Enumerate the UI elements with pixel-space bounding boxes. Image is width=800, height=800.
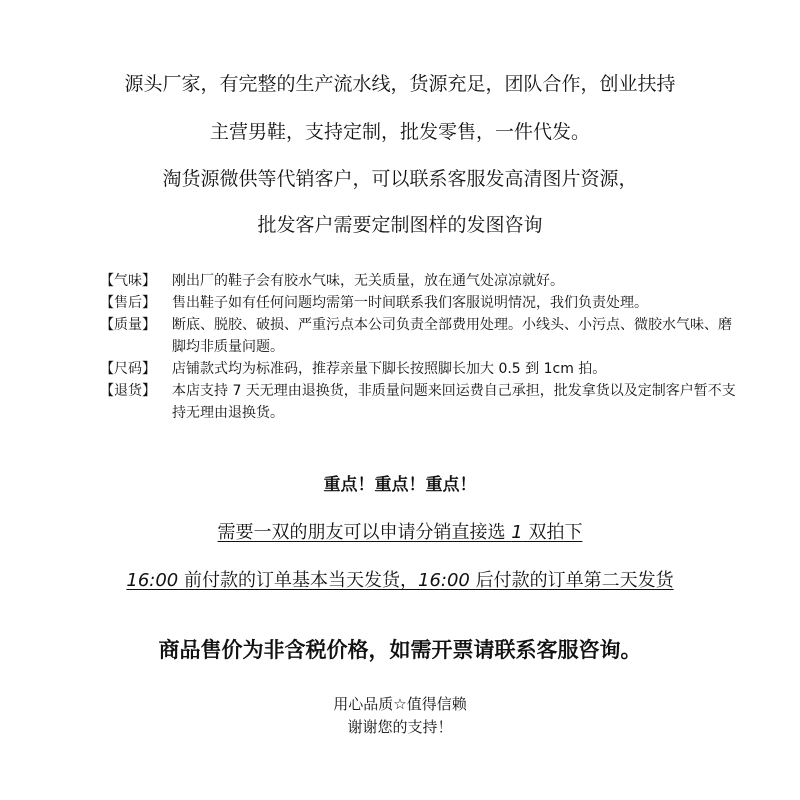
policy-tag: 【售后】: [100, 295, 156, 311]
shipping-notice: [0, 566, 800, 592]
distribution-number: 1: [511, 522, 523, 543]
policy-text: 售出鞋子如有任何问题均需第一时间联系我们客服说明情况，我们负责处理。: [172, 295, 648, 311]
policy-odor: [100, 270, 740, 292]
policy-tag: 【尺码】: [100, 361, 156, 377]
closing-slogan: 用心品质☆值得信赖: [333, 695, 467, 713]
policy-returns: [100, 380, 740, 424]
shipping-text-mid: 前付款的订单基本当天发货，: [178, 570, 418, 591]
policy-text: 断底、脱胶、破损、严重污点本公司负责全部费用处理。小线头、小污点、微胶水气味、磨脚均非质量问题。: [172, 317, 732, 355]
shipping-text-end: 后付款的订单第二天发货: [469, 570, 674, 591]
shipping-cutoff-time: 16:00: [126, 570, 179, 591]
policy-quality: [100, 314, 740, 358]
intro-line-1: 源头厂家，有完整的生产流水线，货源充足，团队合作，创业扶持: [124, 73, 676, 95]
policy-text: 店铺款式均为标准码，推荐亲量下脚长按照脚长加大 0.5 到 1cm 拍。: [172, 361, 607, 377]
policy-text: 本店支持 7 天无理由退换货，非质量问题来回运费自己承担，批发拿货以及定制客户暂不支持无理由退换货。: [172, 383, 736, 421]
policy-text: 刚出厂的鞋子会有胶水气味，无关质量，放在通气处凉凉就好。: [172, 273, 564, 289]
policy-list: [100, 270, 740, 424]
policy-tag: 【质量】: [100, 317, 156, 333]
emphasis-heading: 重点！重点！重点！: [323, 475, 477, 495]
distribution-prefix: 需要一双的朋友可以申请分销直接选: [217, 522, 512, 543]
distribution-notice: [0, 518, 800, 544]
policy-after-sales: [100, 292, 740, 314]
policy-size: [100, 358, 740, 380]
intro-line-3: 淘货源微供等代销客户，可以联系客服发高清图片资源，: [162, 168, 638, 190]
closing-thanks: 谢谢您的支持！: [347, 718, 453, 736]
distribution-suffix: 双拍下: [522, 522, 583, 543]
intro-line-4: 批发客户需要定制图样的发图咨询: [257, 214, 543, 236]
shipping-cutoff-time: 16:00: [418, 570, 470, 591]
intro-line-2: 主营男鞋，支持定制，批发零售，一件代发。: [209, 121, 590, 143]
policy-tag: 【气味】: [100, 273, 156, 289]
tax-notice: 商品售价为非含税价格，如需开票请联系客服咨询。: [158, 638, 642, 662]
policy-tag: 【退货】: [100, 383, 156, 399]
